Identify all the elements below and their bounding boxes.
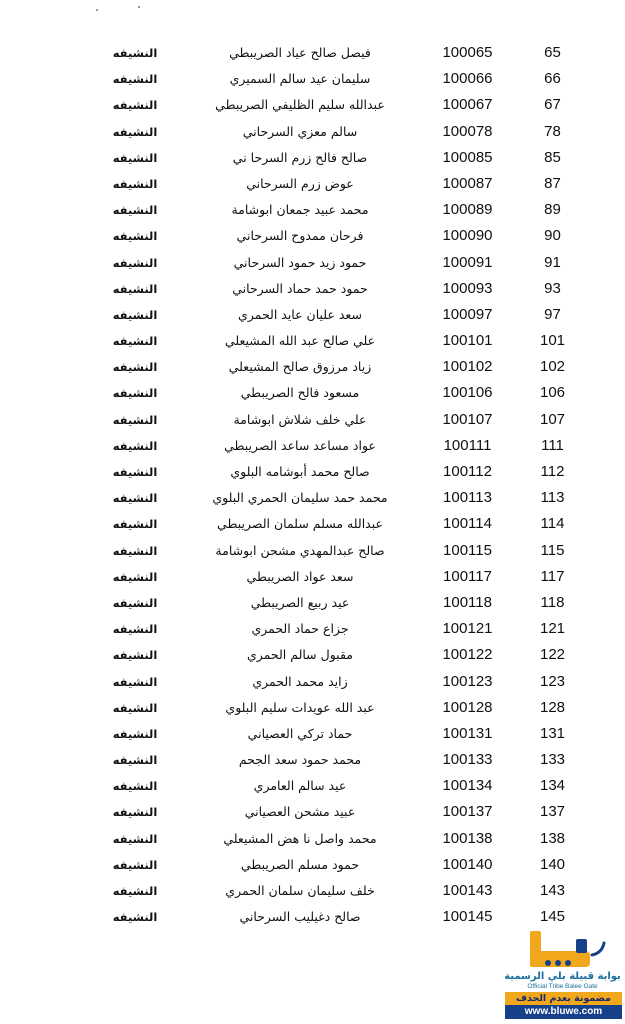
id-cell: 100118 <box>443 593 492 611</box>
number-cell: 145 <box>539 908 566 926</box>
id-cell: 100091 <box>442 253 493 271</box>
number-cell: 134 <box>539 777 566 795</box>
name-cell: علي خلف شلاش ابوشامة <box>233 411 367 427</box>
region-cell: النشيفه <box>112 98 158 113</box>
table-row <box>0 459 625 485</box>
table-row <box>0 616 625 642</box>
id-cell: 100090 <box>442 227 493 245</box>
region-cell: النشيفه <box>112 491 158 506</box>
name-cell: سالم معزي السرحاني <box>242 123 358 139</box>
number-cell: 140 <box>539 855 566 873</box>
table-row <box>0 590 625 616</box>
table-row <box>0 119 625 145</box>
number-cell: 113 <box>540 489 565 507</box>
number-cell: 97 <box>544 305 561 323</box>
region-cell: النشيفه <box>112 203 158 218</box>
table-row <box>0 354 625 380</box>
name-cell: حماد تركي العصياني <box>247 725 353 741</box>
id-cell: 100093 <box>442 279 493 297</box>
region-cell: النشيفه <box>112 360 158 375</box>
region-cell: النشيفه <box>112 805 158 820</box>
id-cell: 100134 <box>442 777 493 795</box>
watermark-banner: مضمونة بعدم الحذف <box>505 992 622 1005</box>
region-cell: النشيفه <box>112 124 158 139</box>
id-cell: 100106 <box>442 384 493 402</box>
name-cell: سليمان عيد سالم السميري <box>229 71 371 87</box>
table-row <box>0 799 625 825</box>
number-cell: 87 <box>544 174 561 192</box>
table-row <box>0 328 625 354</box>
region-cell: النشيفه <box>112 831 158 846</box>
table-row <box>0 145 625 171</box>
number-cell: 117 <box>540 567 565 585</box>
id-cell: 100117 <box>443 567 492 585</box>
region-cell: النشيفه <box>112 674 158 689</box>
id-cell: 100123 <box>442 672 493 690</box>
id-cell: 100065 <box>442 44 493 61</box>
id-cell: 100140 <box>442 855 493 873</box>
name-cell: عبدالله سليم الظليفي الصريبطي <box>215 97 385 113</box>
table-row <box>0 433 625 459</box>
id-cell: 100133 <box>442 751 493 769</box>
region-cell: النشيفه <box>112 46 158 60</box>
name-cell: عبيد مشحن العصياني <box>244 804 356 820</box>
number-cell: 138 <box>539 829 566 847</box>
number-cell: 78 <box>544 122 561 140</box>
id-cell: 100102 <box>442 358 493 376</box>
watermark-title: بوابة قبيلة بلي الرسمية <box>504 971 621 982</box>
name-cell: مقبول سالم الحمري <box>247 647 353 663</box>
number-cell: 115 <box>540 541 565 559</box>
name-cell: زياد مرزوق صالح المشيعلي <box>228 359 372 375</box>
number-cell: 106 <box>539 384 566 402</box>
name-cell: عوض زرم السرحاني <box>246 175 354 191</box>
id-cell: 100131 <box>442 724 493 742</box>
region-cell: النشيفه <box>112 281 158 296</box>
region-cell: النشيفه <box>112 569 158 584</box>
id-cell: 100122 <box>442 646 493 664</box>
region-cell: النشيفه <box>112 543 158 558</box>
region-cell: النشيفه <box>112 176 158 191</box>
number-cell: 121 <box>539 620 566 638</box>
id-cell: 100137 <box>442 803 493 821</box>
id-cell: 100143 <box>442 882 493 899</box>
name-cell: عبدالله مسلم سلمان الصريبطي <box>217 516 383 532</box>
table-row <box>0 171 625 197</box>
name-cell: محمد حمد سليمان الحمري البلوي <box>212 490 388 506</box>
name-cell: خلف سليمان سلمان الحمري <box>225 883 375 898</box>
number-cell: 128 <box>539 698 566 716</box>
region-cell: النشيفه <box>112 726 158 741</box>
region-cell: النشيفه <box>112 255 158 270</box>
table-row <box>0 538 625 564</box>
region-cell: النشيفه <box>112 386 158 401</box>
name-cell: حمود زيد حمود السرحاني <box>233 254 367 270</box>
table-row <box>0 669 625 695</box>
table-row <box>0 564 625 590</box>
region-cell: النشيفه <box>112 150 158 165</box>
number-cell: 90 <box>544 227 561 245</box>
region-cell: النشيفه <box>112 517 158 532</box>
table-row <box>0 92 625 118</box>
bluwe-logo-icon <box>518 925 608 970</box>
name-cell: زايد محمد الحمري <box>252 673 348 689</box>
table-row <box>0 407 625 433</box>
region-cell: النشيفه <box>112 465 158 479</box>
table-row <box>0 302 625 328</box>
watermark-subtitle: Official Tribe Balee Gate <box>527 983 598 990</box>
name-cell: محمد واصل نا هض المشيعلي <box>223 830 377 846</box>
number-cell: 93 <box>544 279 561 297</box>
id-cell: 100112 <box>443 463 492 480</box>
name-cell: صالح عبدالمهدي مشحن ابوشامة <box>215 542 385 558</box>
table-row <box>0 40 625 66</box>
number-cell: 101 <box>539 332 566 350</box>
number-cell: 131 <box>539 724 566 742</box>
name-cell: سعد عليان عايد الحمري <box>238 306 362 322</box>
watermark-logo <box>500 925 625 1020</box>
number-cell: 91 <box>544 253 561 271</box>
number-cell: 118 <box>540 593 565 611</box>
region-cell: النشيفه <box>112 72 158 87</box>
id-cell: 100113 <box>443 489 492 507</box>
name-cell: فيصل صالح عياد الصريبطي <box>229 45 371 60</box>
number-cell: 122 <box>539 646 566 664</box>
id-cell: 100078 <box>442 122 493 140</box>
number-cell: 112 <box>540 463 565 480</box>
region-cell: النشيفه <box>112 229 158 244</box>
table-row <box>0 250 625 276</box>
id-cell: 100085 <box>442 148 493 166</box>
id-cell: 100089 <box>442 201 493 219</box>
table-row <box>0 380 625 406</box>
id-cell: 100138 <box>442 829 493 847</box>
name-cell: مسعود فالح الصريبطي <box>240 385 360 401</box>
region-cell: النشيفه <box>112 595 158 610</box>
id-cell: 100097 <box>442 305 493 323</box>
id-cell: 100067 <box>442 96 493 114</box>
scan-marks <box>92 6 152 16</box>
region-cell: النشيفه <box>112 307 158 322</box>
table-row <box>0 66 625 92</box>
region-cell: النشيفه <box>112 412 158 427</box>
region-cell: النشيفه <box>112 700 158 715</box>
table-row <box>0 276 625 302</box>
region-cell: النشيفه <box>112 438 158 453</box>
name-cell: جزاع حماد الحمري <box>251 621 349 637</box>
number-cell: 65 <box>544 44 561 61</box>
id-cell: 100121 <box>442 620 493 638</box>
table-row <box>0 223 625 249</box>
region-cell: النشيفه <box>112 334 158 349</box>
region-cell: النشيفه <box>112 753 158 768</box>
name-cell: محمد عبيد جمعان ابوشامة <box>231 202 369 218</box>
region-cell: النشيفه <box>112 779 158 794</box>
id-cell: 100101 <box>442 332 493 350</box>
id-cell: 100111 <box>443 436 492 454</box>
members-table <box>0 40 625 930</box>
table-row <box>0 721 625 747</box>
id-cell: 100145 <box>442 908 493 926</box>
number-cell: 67 <box>544 96 561 114</box>
number-cell: 137 <box>539 803 566 821</box>
name-cell: عيد سالم العامري <box>253 778 347 794</box>
id-cell: 100128 <box>442 698 493 716</box>
name-cell: عبد الله عويدات سليم البلوي <box>225 699 375 715</box>
number-cell: 143 <box>539 882 566 899</box>
name-cell: صالح فالح زرم السرحا ني <box>232 149 368 165</box>
name-cell: عواد مساعد ساعد الصريبطي <box>224 437 376 453</box>
region-cell: النشيفه <box>112 622 158 637</box>
number-cell: 107 <box>539 410 566 428</box>
table-row <box>0 485 625 511</box>
table-row <box>0 511 625 537</box>
number-cell: 133 <box>539 751 566 769</box>
region-cell: النشيفه <box>112 884 158 898</box>
name-cell: صالح دغيليب السرحاني <box>239 909 361 925</box>
name-cell: عيد ربيع الصريبطي <box>250 594 350 610</box>
watermark-url[interactable]: www.bluwe.com <box>505 1005 622 1019</box>
number-cell: 111 <box>541 436 564 454</box>
number-cell: 123 <box>539 672 566 690</box>
region-cell: النشيفه <box>112 910 158 925</box>
name-cell: محمد حمود سعد الجحم <box>238 752 362 768</box>
number-cell: 66 <box>544 70 561 88</box>
number-cell: 85 <box>544 148 561 166</box>
number-cell: 102 <box>539 358 566 376</box>
id-cell: 100115 <box>443 541 492 559</box>
name-cell: حمود مسلم الصريبطي <box>240 856 360 872</box>
table-row <box>0 826 625 852</box>
name-cell: علي صالح عبد الله المشيعلي <box>224 333 376 349</box>
region-cell: النشيفه <box>112 648 158 663</box>
table-row <box>0 695 625 721</box>
table-row <box>0 878 625 904</box>
id-cell: 100087 <box>442 174 493 192</box>
table-row <box>0 642 625 668</box>
id-cell: 100114 <box>443 515 492 533</box>
number-cell: 114 <box>540 515 565 533</box>
name-cell: صالح محمد أبوشامه البلوي <box>230 464 370 479</box>
id-cell: 100066 <box>442 70 493 88</box>
number-cell: 89 <box>544 201 561 219</box>
name-cell: حمود حمد حماد السرحاني <box>232 280 368 296</box>
name-cell: فرحان ممدوح السرحاني <box>236 228 364 244</box>
id-cell: 100107 <box>442 410 493 428</box>
name-cell: سعد عواد الصريبطي <box>246 568 354 584</box>
region-cell: النشيفه <box>112 857 158 872</box>
table-row <box>0 747 625 773</box>
table-row <box>0 773 625 799</box>
table-row <box>0 197 625 223</box>
table-row <box>0 852 625 878</box>
